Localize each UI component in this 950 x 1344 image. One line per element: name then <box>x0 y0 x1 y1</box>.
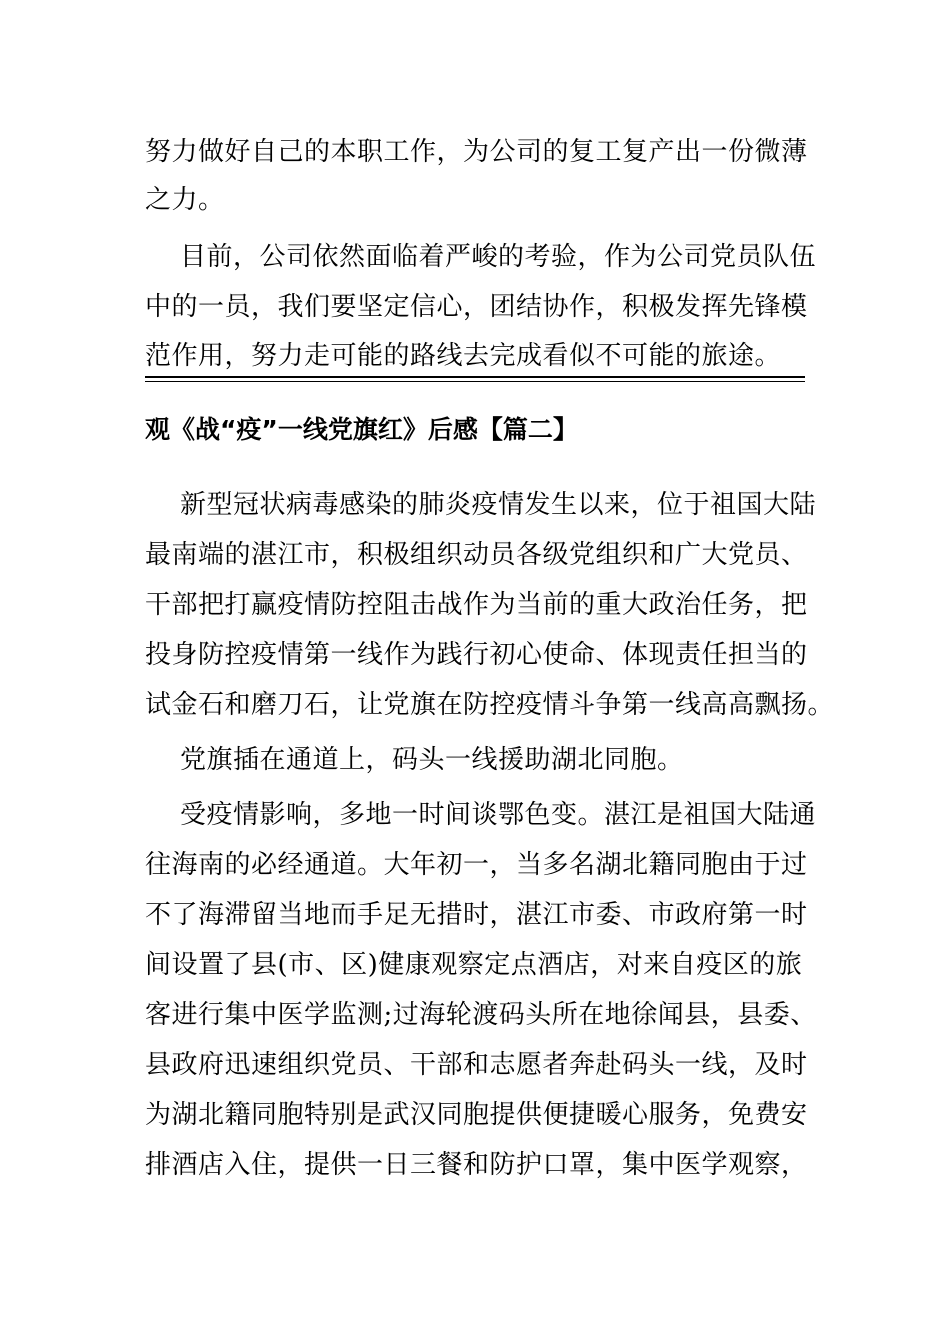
paragraph-line: 受疫情影响，多地一时间谈鄂色变。湛江是祖国大陆通 <box>180 800 817 830</box>
paragraph-line: 党旗插在通道上，码头一线援助湖北同胞。 <box>180 745 684 775</box>
paragraph-line: 中的一员，我们要坚定信心，团结协作，积极发挥先锋模 <box>145 292 808 322</box>
paragraph-line: 为湖北籍同胞特别是武汉同胞提供便捷暖心服务，免费安 <box>145 1100 808 1130</box>
paragraph-line: 之力。 <box>145 185 225 215</box>
paragraph-line: 排酒店入住，提供一日三餐和防护口罩，集中医学观察， <box>145 1150 808 1180</box>
paragraph-line: 县政府迅速组织党员、干部和志愿者奔赴码头一线，及时 <box>145 1050 808 1080</box>
paragraph-line: 投身防控疫情第一线作为践行初心使命、体现责任担当的 <box>145 640 808 670</box>
paragraph-line: 努力做好自己的本职工作，为公司的复工复产出一份微薄 <box>145 137 808 167</box>
paragraph-line: 最南端的湛江市，积极组织动员各级党组织和广大党员、 <box>145 540 808 570</box>
paragraph-line: 不了海滞留当地而手足无措时，湛江市委、市政府第一时 <box>145 900 808 930</box>
paragraph-line: 试金石和磨刀石，让党旗在防控疫情斗争第一线高高飘扬。 <box>145 690 835 720</box>
paragraph-line: 间设置了县(市、区)健康观察定点酒店，对来自疫区的旅 <box>145 950 803 980</box>
paragraph-line: 目前，公司依然面临着严峻的考验，作为公司党员队伍 <box>180 242 817 272</box>
paragraph-line: 往海南的必经通道。大年初一，当多名湖北籍同胞由于过 <box>145 850 808 880</box>
section-heading: 观《战“疫”一线党旗红》后感【篇二】 <box>145 415 578 444</box>
paragraph-line: 客进行集中医学监测;过海轮渡码头所在地徐闻县，县委、 <box>145 1000 817 1030</box>
paragraph-line: 新型冠状病毒感染的肺炎疫情发生以来，位于祖国大陆 <box>180 490 817 520</box>
section-divider-top <box>145 376 805 378</box>
section-divider-bottom <box>145 381 805 382</box>
paragraph-line: 范作用，努力走可能的路线去完成看似不可能的旅途。 <box>145 341 782 371</box>
paragraph-line: 干部把打赢疫情防控阻击战作为当前的重大政治任务，把 <box>145 590 808 620</box>
